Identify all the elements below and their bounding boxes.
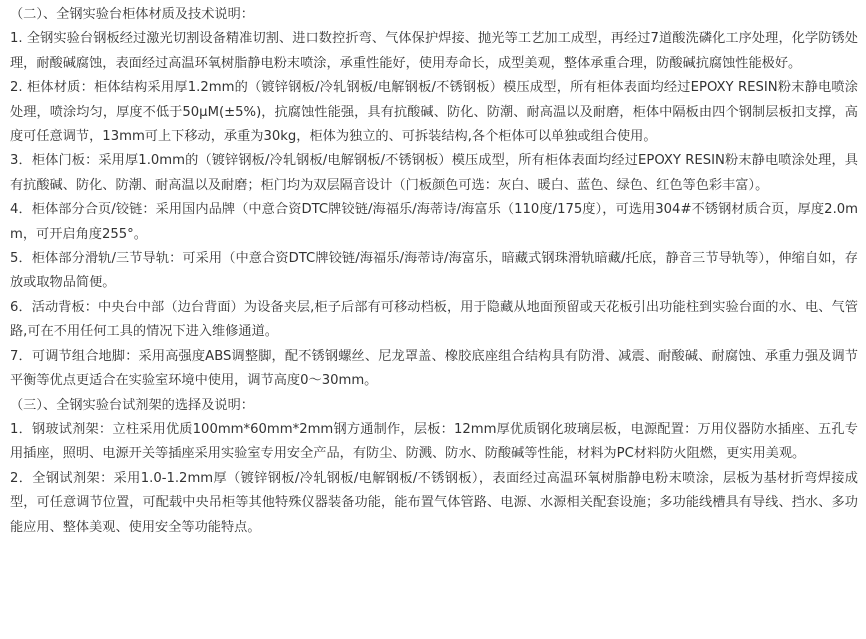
- spec-item-5-slide-rails: 5．柜体部分滑轨/三节导轨：可采用（中意合资DTC牌铰链/海福乐/海蒂诗/海富乐，暗藏式钢珠滑轨暗藏/托底，静音三节导轨等），伸缩自如，存放或取物品简便。: [10, 251, 858, 291]
- spec-item-4-hinges: 4．柜体部分合页/铰链：采用国内品牌（中意合资DTC牌铰链/海福乐/海蒂诗/海富乐（110度/175度），可选用304#不锈钢材质合页，厚度2.0mm，可开启角度255°。: [10, 202, 858, 242]
- section-heading-reagent-shelf: （三）、全钢实验台试剂架的选择及说明：: [10, 397, 254, 413]
- section-heading-cabinet-material: （二）、全钢实验台柜体材质及技术说明：: [10, 7, 254, 22]
- spec-item-6-back-panel: 6．活动背板：中央台中部（边台背面）为设备夹层,柜子后部有可移动档板，用于隐藏从地面预留或天花板引出功能柱到实验台面的水、电、气管路,可在不用任何工具的情况下进入维修通道。: [10, 299, 858, 340]
- spec-item-7-adjustable-feet: 7．可调节组合地脚：采用高强度ABS调整脚，配不锈钢螺丝、尼龙罩盖、橡胶底座组合结构具有防滑、减震、耐酸碱、耐腐蚀、承重力强及调节平衡等优点更适合在实验室环境中使用，调节高度0～30mm。: [10, 348, 858, 389]
- shelf-item-2-all-steel: 2．全钢试剂架：采用1.0-1.2mm厚（镀锌钢板/冷轧钢板/电解钢板/不锈钢板），表面经过高温环氧树脂静电粉末喷涂，层板为基材折弯焊接成型，可任意调节位置，可配载中央吊柜等其他特殊仪器装备功能，能布置气体管路、电源、水源相关配套设施；多功能线槽具有导线、挡水、多功能应用、整体美观、使用安全等功能特点。: [10, 470, 858, 535]
- shelf-item-1-glass-steel: 1．钢玻试剂架：立柱采用优质100mm*60mm*2mm钢方通制作，层板：12mm厚优质钢化玻璃层板，电源配置：万用仪器防水插座、五孔专用插座，照明、电源开关等插座采用实验室专用安全产品，有防尘、防溅、防水、防酸碱等性能，材料为PC材料防火阻燃，更实用美观。: [10, 421, 858, 462]
- spec-item-3-door-panel: 3．柜体门板：采用厚1.0mm的（镀锌钢板/冷轧钢板/电解钢板/不锈钢板）模压成型，所有柜体表面均经过EPOXY RESIN粉末静电喷涂处理，具有抗酸碱、防化、防潮、耐高温以及耐磨；柜门均为双层隔音设计（门板颜色可选：灰白、暖白、蓝色、绿色、红色等色彩丰富）。: [10, 153, 858, 193]
- spec-item-1-steel-plate-process: 1. 全钢实验台钢板经过激光切割设备精准切割、进口数控折弯、气体保护焊接、抛光等工艺加工成型，再经过7道酸洗磷化工序处理，化学防锈处理，耐酸碱腐蚀，表面经过高温环氧树脂静电粉末喷涂，承重性能好，使用寿命长，成型美观，整体承重合理，防酸碱抗腐蚀性能极好。: [10, 31, 858, 71]
- spec-item-2-cabinet-material: 2. 柜体材质：柜体结构采用厚1.2mm的（镀锌钢板/冷轧钢板/电解钢板/不锈钢板）模压成型，所有柜体表面均经过EPOXY RESIN粉末静电喷涂处理，喷涂均匀，厚度不低于50μM(±5%)，抗腐蚀性能强，具有抗酸碱、防化、防潮、耐高温以及耐磨，柜体中隔板由四个钢制层板扣支撑，高度可任意调节，13mm可上下移动，承重为30kg，柜体为独立的、可拆装结构,各个柜体可以单独或组合使用。: [10, 80, 858, 145]
